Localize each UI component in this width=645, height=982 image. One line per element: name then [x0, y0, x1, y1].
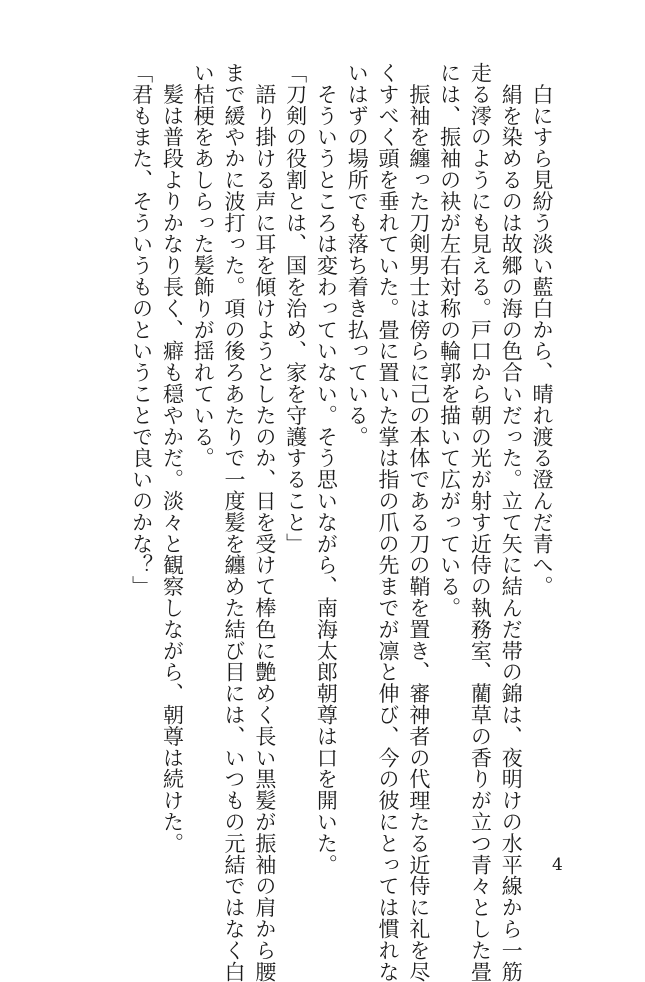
- vertical-text-body: [126, 62, 557, 982]
- text-line: 絹を染めるのは故郷の海の色合いだった。立て矢に結んだ帯の錦は、夜明けの水平線から一筋: [499, 62, 524, 982]
- page-number: 4: [552, 855, 563, 875]
- text-line: 白にすら見紛う淡い藍白から、晴れ渡る澄んだ青へ。: [530, 62, 554, 597]
- text-line: いはずの場所でも落ち着き払っている。: [345, 62, 370, 448]
- text-line: そういうところは変わっていない。そう思いながら、南海太郎朝尊は口を開いた。: [314, 62, 339, 876]
- text-line: くすべく頭を垂れていた。畳に置いた掌は指の爪の先までが凛と伸び、今の彼にとっては慣れな: [376, 62, 401, 982]
- text-line: には、振袖の袂が左右対称の輪郭を描いて広がっている。: [437, 62, 462, 619]
- text-line: 髪は普段よりかなり長く、癖も穏やかだ。淡々と観察しながら、朝尊は続けた。: [160, 62, 185, 854]
- text-line: 「刀剣の役割とは、国を治め、家を守護すること」: [283, 62, 308, 555]
- text-line: まで緩やかに波打った。項の後ろあたりで一度髪を纏めた結び目には、いつもの元結ではなく白: [222, 62, 247, 982]
- text-line: 「君もまた、そういうものということで良いのかな？」: [129, 62, 154, 597]
- text-line: 走る澪のようにも見える。戸口から朝の光が射す近侍の執務室、藺草の香りが立つ青々とした畳: [468, 62, 493, 982]
- text-line: 振袖を纏った刀剣男士は傍らに己の本体である刀の鞘を置き、審神者の代理たる近侍に礼を尽: [406, 62, 431, 982]
- text-line: い桔梗をあしらった髪飾りが揺れている。: [191, 62, 216, 469]
- text-line: 語り掛ける声に耳を傾けようとしたのか、日を受けて棒色に艶めく長い黒髪が振袖の肩から腰: [252, 62, 277, 982]
